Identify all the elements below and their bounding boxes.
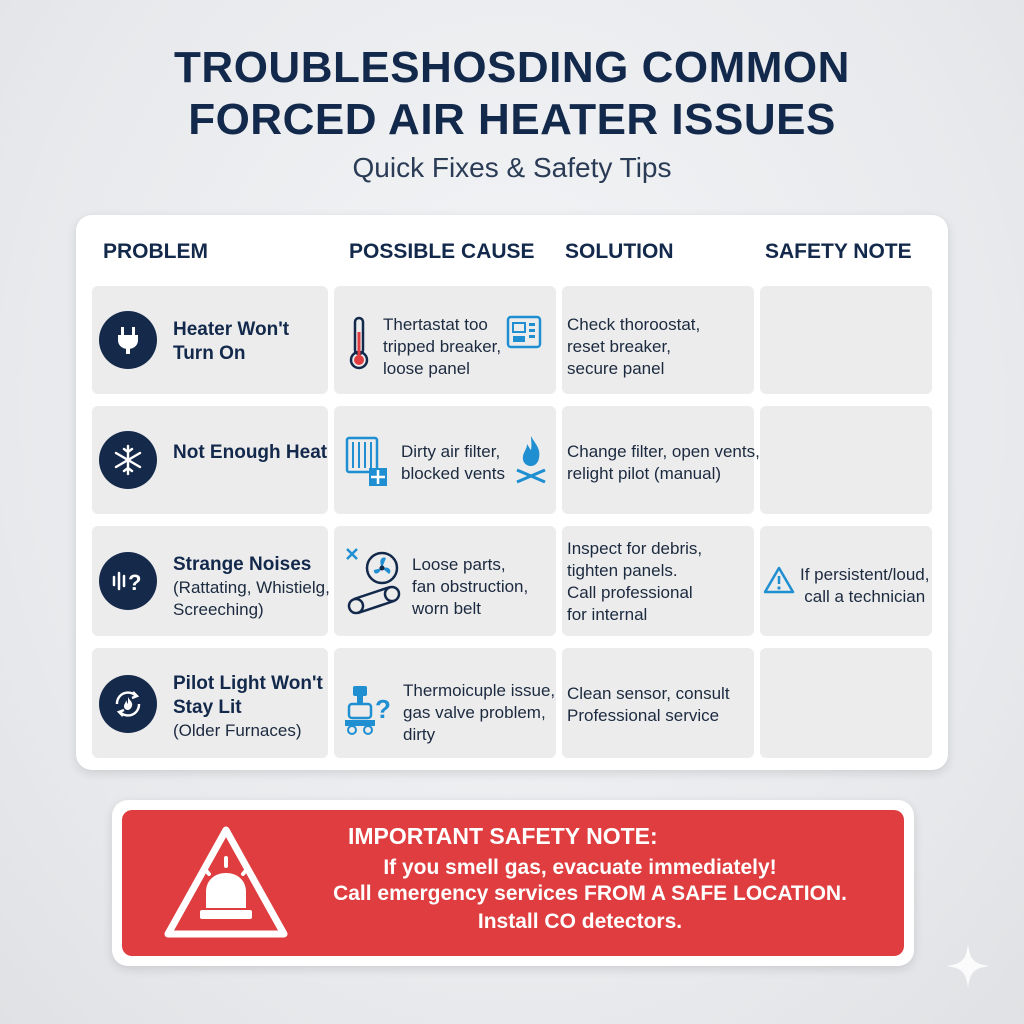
sound-question-icon bbox=[99, 552, 157, 610]
electrical-panel-icon bbox=[506, 314, 542, 355]
safety-alert-heading: IMPORTANT SAFETY NOTE: bbox=[348, 823, 658, 849]
thermometer-icon bbox=[348, 316, 370, 375]
air-filter-icon bbox=[343, 432, 391, 495]
snowflake-icon bbox=[99, 431, 157, 489]
column-header-safety-note: SAFETY NOTE bbox=[765, 240, 912, 263]
column-header-possible-cause: POSSIBLE CAUSE bbox=[349, 240, 535, 263]
belt-icon bbox=[346, 584, 404, 623]
safety-alert-line-1: If you smell gas, evacuate immediately! bbox=[383, 856, 777, 879]
row-4-safety-cell bbox=[760, 648, 932, 758]
row-2-solution-text: Change filter, open vents, relight pilot (manual) bbox=[567, 442, 760, 483]
page-subtitle: Quick Fixes & Safety Tips bbox=[352, 152, 672, 183]
gas-valve-question-icon bbox=[343, 680, 399, 741]
row-3-cause-text: Loose parts, fan obstruction, worn belt bbox=[412, 555, 529, 618]
sparkle-icon bbox=[944, 942, 992, 995]
page-title bbox=[0, 42, 1024, 146]
row-2-cause-text: Dirty air filter, blocked vents bbox=[401, 442, 505, 483]
flame-blocked-icon bbox=[513, 432, 549, 489]
safety-alert-line-3: Install CO detectors. bbox=[477, 910, 683, 933]
row-3-problem-text: Strange Noises (Rattating, Whistielg, Screeching) bbox=[173, 554, 330, 619]
warning-icon bbox=[762, 565, 796, 600]
column-header-problem: PROBLEM bbox=[103, 240, 208, 263]
svg-text:?: ? bbox=[128, 570, 142, 595]
safety-alert-line-2: Call emergency services FROM A SAFE LOCATION. bbox=[333, 882, 847, 905]
row-1-problem-title: Heater Won't Turn On bbox=[173, 319, 290, 364]
pilot-flame-icon bbox=[99, 675, 157, 733]
row-2-problem-title: Not Enough Heat bbox=[173, 442, 328, 463]
row-4-problem-text: Pilot Light Won't Stay Lit (Older Furnaces) bbox=[173, 673, 323, 740]
row-3-solution-text: Inspect for debris, tighten panels. Call professional for internal bbox=[567, 539, 703, 624]
row-1-solution-text: Check thoroostat, reset breaker, secure panel bbox=[567, 315, 701, 378]
row-4-solution-text: Clean sensor, consult Professional service bbox=[567, 684, 730, 725]
row-2-safety-cell bbox=[760, 406, 932, 514]
row-4-cause-text: Thermoicuple issue, gas valve problem, dirty bbox=[403, 681, 556, 744]
page-title-line-1: TROUBLESHOSDING COMMON bbox=[174, 43, 850, 92]
svg-text:?: ? bbox=[375, 694, 391, 724]
row-1-cause-text: Thertastat too tripped breaker, loose panel bbox=[383, 315, 502, 378]
row-3-safety-text: If persistent/loud, call a technician bbox=[800, 565, 930, 606]
plug-icon bbox=[99, 311, 157, 369]
page-title-line-2: FORCED AIR HEATER ISSUES bbox=[188, 95, 836, 144]
row-1-safety-cell bbox=[760, 286, 932, 394]
alarm-beacon-warning-icon bbox=[160, 822, 292, 947]
column-header-solution: SOLUTION bbox=[565, 240, 674, 263]
